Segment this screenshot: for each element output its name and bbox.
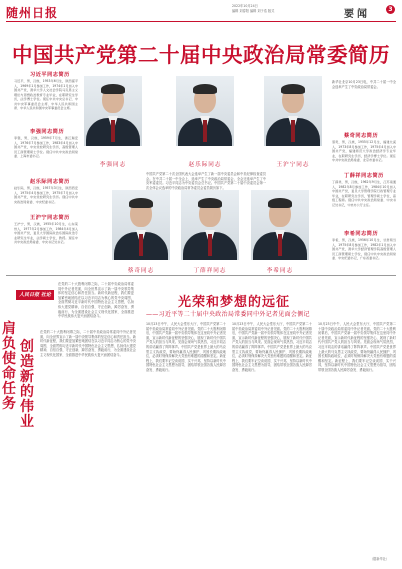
portrait-ding-xuexiang [181,190,239,260]
bio-name-cai: 蔡奇同志简历 [344,133,379,139]
bio-text-ding: 丁薛祥，男，汉族，1962年9月生，江苏南通人，1982年8月参加工作，1984年10月加入中国共产党，复旦大学管理学院行政管理专业毕业，在职研究生学历，管理学硕士学位，高级工程师。现任中共中央政治局常委、中央书记处书记，中央办公厅主任。 [332,180,396,207]
bio-text-li-qiang: 李强，男，汉族，1959年7月生，浙江瑞安人，1976年7月参加工作，1983年4月加入中国共产党，中央党校研究生学历，高级管理人员工商管理硕士学位。现任中共中央政治局常委、上海市委书记。 [14,136,78,158]
portrait-cai-qi [112,190,170,260]
source-note: （据新华社） [370,557,390,561]
section-divider [6,275,396,276]
bio-name-li-qiang: 李强同志简历 [30,129,65,135]
feature-subtitle: ——习近平等二十届中央政治局常委同中外记者见面会侧记 [146,311,310,318]
page-number-badge: 3 [386,5,395,14]
bio-name-zhao: 赵乐际同志简历 [30,179,70,185]
bio-name-xi: 习近平同志简历 [30,72,70,78]
commentary-title-line1: 肩负使命任务 [2,321,16,412]
commentary-title-line2: 创造新的伟业 [20,339,34,430]
feature-column-1: 10月23日中午，人民大会堂东大厅，中国共产党第二十届中央政治局常委同中外记者见面。党的二十大胜利闭幕后，中国共产党新一届中央领导集体在这里同中外记者见面，宣示新时代新征程的坚强决心，展现了新时代中国共产党人的担当与风采。见面会现场气氛热烈，习近平同志的讲话赢得了阵阵掌声。中国共产党是世界上最大的马克思主义执政党，要始终赢得人民拥护、巩固长期执政地位，必须时刻保持解决大党独有难题的清醒和坚定。新征程上，我们要牢记空谈误国、实干兴邦，坚持以新时代中国特色社会主义思想为指导，团结带领全国各族人民踔厉奋发、勇毅前行。 [146,322,226,372]
bio-text-cai: 蔡奇，男，汉族，1955年12月生，福建尤溪人，1973年8月参加工作，1975年4月加入中国共产党，福建师范大学政治经济学专业毕业，在职研究生学历，经济学博士学位。现任中共中央政治局常委、北京市委书记。 [332,140,396,162]
center-intro-text: 中国共产党第二十次全国代表大会选举产生了新一届中央委员会和中央纪律检查委员会。在中共二十届一中全会上，选举产生了中央政治局常委会，全会还选举产生了中央军委委员。习近平同志为中央委员会总书记。中国共产党第二十届中央委员会第一次全体会议选举的中央政治局常务委员会委员简历如下。 [146,172,266,190]
caption-wang-huning: 王沪宁同志 [276,162,310,168]
portrait-wang-huning [264,76,322,146]
portrait-li-qiang [84,76,142,146]
masthead-info [232,4,332,14]
bio-text-zhao: 赵乐际，男，汉族，1957年3月生，陕西西安人，1975年4月参加工作，1975年7月加入中国共产党，中央党校研究生学历。现任中共中央政治局常委、中央纪委书记。 [14,186,78,204]
right-intro-text: 新华社北京10月23日电，中共二十届一中全会选举产生了中央政治局常委会。 [332,80,396,89]
portrait-li-xi [251,190,309,260]
editor-line: 编辑 刘春阳 编辑 刘子浩 版式 [232,9,275,13]
bio-name-wang: 王沪宁同志简历 [30,215,70,221]
caption-ding-xuexiang: 丁薛祥同志 [193,268,227,274]
header-divider [6,21,396,22]
caption-li-qiang: 李强同志 [99,162,127,168]
bio-text-wang: 王沪宁，男，汉族，1955年10月生，山东莱州人，1977年2月参加工作，1984年4月加入中国共产党，复旦大学国际政治系国际政治专业研究生毕业，法学硕士学位，教授。现任中共中央政治局常委、中央书记处书记。 [14,222,78,244]
bio-name-ding: 丁薛祥同志简历 [344,173,384,179]
feature-column-2: 10月23日中午，人民大会堂东大厅，中国共产党第二十届中央政治局常委同中外记者见面。党的二十大胜利闭幕后，中国共产党新一届中央领导集体在这里同中外记者见面，宣示新时代新征程的坚强决心，展现了新时代中国共产党人的担当与风采。见面会现场气氛热烈，习近平同志的讲话赢得了阵阵掌声。中国共产党是世界上最大的马克思主义执政党，要始终赢得人民拥护、巩固长期执政地位，必须时刻保持解决大党独有难题的清醒和坚定。新征程上，我们要牢记空谈误国、实干兴邦，坚持以新时代中国特色社会主义思想为指导，团结带领全国各族人民踔厉奋发、勇毅前行。 [232,322,312,372]
bio-text-lixi: 李希，男，汉族，1956年10月生，甘肃两当人，1975年8月参加工作，1982年1月加入中国共产党，清华大学经济管理学院高级管理人员工商管理硕士学位，现任中共中央政治局常委、中央纪委书记，广东省委书记。 [332,238,396,260]
feature-column-3: 10月23日中午，人民大会堂东大厅，中国共产党第二十届中央政治局常委同中外记者见面。党的二十大胜利闭幕后，中国共产党新一届中央领导集体在这里同中外记者见面，宣示新时代新征程的坚强决心，展现了新时代中国共产党人的担当与风采。见面会现场气氛热烈，习近平同志的讲话赢得了阵阵掌声。中国共产党是世界上最大的马克思主义执政党，要始终赢得人民拥护、巩固长期执政地位，必须时刻保持解决大党独有难题的清醒和坚定。新征程上，我们要牢记空谈误国、实干兴邦，坚持以新时代中国特色社会主义思想为指导，团结带领全国各族人民踔厉奋发、勇毅前行。 [318,322,396,372]
issue-date: 2022年10月24日 [232,4,258,8]
caption-cai-qi: 蔡奇同志 [127,268,155,274]
page-headline: 中国共产党第二十届中央政治局常委简历 [12,43,390,67]
commentary-lead-text: 在党的二十大胜利闭幕之际，二十届中央政治局常委同中外记者见面，向全世界宣示了新一届中央领导集体的坚定信心和责任担当。新时代新征程，我们要更加紧密地团结在以习近平同志为核心的党中央周围，全面贯彻习近平新时代中国特色社会主义思想，弘扬伟大建党精神，自信自强、守正创新，踔厉奋发、勇毅前行，为全面建设社会主义现代化国家、全面推进中华民族伟大复兴而团结奋斗。 [58,282,134,319]
caption-zhao-leji: 赵乐际同志 [188,162,222,168]
bio-text-xi: 习近平，男，汉族，1953年6月生，陕西富平人，1969年1月参加工作，1974年1月加入中国共产党，清华大学人文社会学院马克思主义理论与思想政治教育专业毕业，在职研究生学历，法学博士学位。现任中共中央总书记、中共中央军事委员会主席、中华人民共和国主席、中华人民共和国中央军事委员会主席。 [14,79,78,110]
bio-name-lixi: 李希同志简历 [344,231,379,237]
commentary-logo: 人民日报 社论 [16,290,54,300]
caption-li-xi: 李希同志 [266,268,294,274]
newspaper-logo: 随州日报 [6,6,59,20]
portrait-zhao-leji [176,76,234,146]
section-title: 要闻 [344,9,370,20]
commentary-body-text: 在党的二十大胜利闭幕之际，二十届中央政治局常委同中外记者见面，向全世界宣示了新一届中央领导集体的坚定信心和责任担当。新时代新征程，我们要更加紧密地团结在以习近平同志为核心的党中央周围，全面贯彻习近平新时代中国特色社会主义思想，弘扬伟大建党精神，自信自强、守正创新，踔厉奋发、勇毅前行，为全面建设社会主义现代化国家、全面推进中华民族伟大复兴而团结奋斗。 [40,330,136,357]
feature-title: 光荣和梦想的远征 [178,295,291,310]
